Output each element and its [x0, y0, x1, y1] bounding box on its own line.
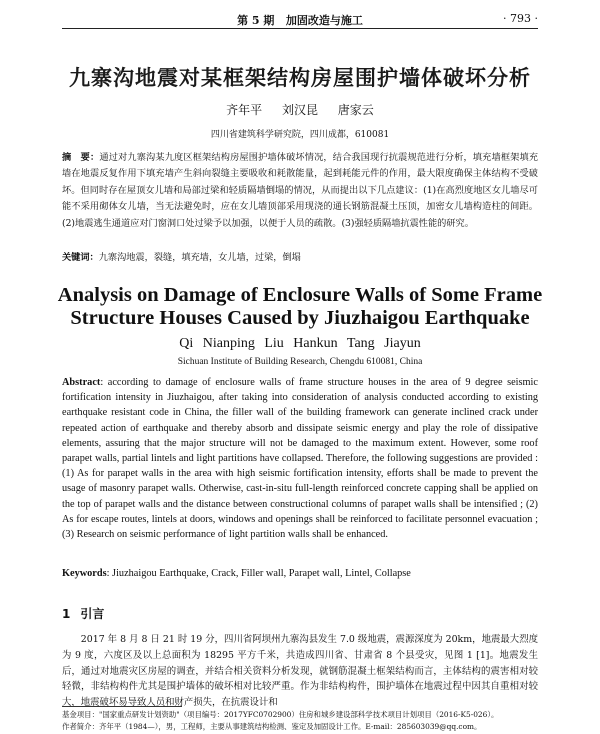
english-title-line-2: Structure Houses Caused by Jiuzhaigou Earthquake: [70, 307, 530, 329]
header-issue: 第 5 期: [237, 14, 275, 27]
english-authors: Qi Nianping Liu Hankun Tang Jiayun: [179, 336, 421, 351]
section-heading: [62, 605, 104, 622]
english-abstract-text: : according to damage of enclosure walls of frame structure houses in the area of 9 degree seismic fortification intensity in Jiuzhaigou, after taking into consideration of analysis conducted according to existing earthquake resistant code in China, the filler wall of the building framework can generate inclined crack under repeated action of earthquake and thereby absorb and dissipate seismic energy and play the role of dissipative elements, assuring that the major structure will not be damaged to the maximum extent. However, some roof parapet walls, partial lintels and light partitions have collapsed. Therefore, the following suggestions are provided : (1) As for parapet walls in the area with high seismic fortification intensity, efforts shall be made to prevent the usage of masonry parapet walls. Otherwise, cast-in-situ full-length reinforced concrete capping shall be applied on the top of parapet walls and the distance between constructional columns of parapet walls shall be intensified ; (2) As for escape routes, lintels at doors, windows and openings shall be reinforced to facilitate personnel evacuation ; (3) Research on seismic performance of light partition walls shall be enhanced.: [62, 377, 538, 541]
english-keywords: [62, 568, 538, 579]
intro-paragraph: 2017 年 8 月 8 日 21 时 19 分，四川省阿坝州九寨沟县发生 7.0 级地震，震源深度为 20km，地震最大烈度为 9 度，六度区及以上总面积为 18295 平方千米，共造成四川省、甘肃省 8 个县受灾，见图 1 [1]。地震发生后，通过对地震灾区房屋的调查，并结合相关资料分析发现，就钢筋混凝土框架结构而言，主体结构的震害相对较轻微，非结构构件尤其是围护墙体的破坏相对比较严重。作为非结构构件，围护墙体在地震过程中因其自重相对较大，地震破坏易导致人员和财产损失，在抗震设计和: [62, 634, 538, 709]
chinese-keywords: [62, 251, 538, 265]
header-page-number: · 793 ·: [503, 12, 538, 25]
footnotes: [62, 709, 538, 732]
english-abstract: [62, 375, 538, 542]
english-keywords-text: : Jiuzhaigou Earthquake, Crack, Filler wall, Parapet wall, Lintel, Collapse: [106, 568, 411, 579]
chinese-abstract: [62, 150, 538, 232]
chinese-keywords-label: 关键词：: [62, 252, 99, 263]
chinese-title: 九寨沟地震对某框架结构房屋围护墙体破坏分析: [69, 65, 531, 90]
header-journal-name: 加固改造与施工: [285, 14, 363, 27]
chinese-keywords-text: 九寨沟地震，裂缝，填充墙，女儿墙，过梁，倒塌: [98, 252, 301, 263]
chinese-affiliation: 四川省建筑科学研究院，四川成都，610081: [210, 130, 390, 140]
english-title: [0, 284, 600, 330]
footnote-fund: 基金项目："国家重点研发计划资助"（项目编号：2017YFC0702900）住房和城乡建设部科学技术项目计划项目（2016-K5-026）。: [62, 710, 499, 719]
section-number: 1: [62, 607, 71, 621]
english-keywords-label: Keywords: [62, 568, 107, 579]
footnote-divider: [62, 706, 182, 707]
section-title: 引言: [80, 607, 105, 621]
english-title-line-1: Analysis on Damage of Enclosure Walls of Some Frame: [57, 284, 543, 306]
running-header: [62, 10, 538, 29]
chinese-authors: 齐年平 刘汉昆 唐家云: [226, 103, 374, 117]
chinese-abstract-label: 摘 要：: [62, 152, 100, 163]
footnote-author: 作者简介：齐年平（1984—），男，工程师，主要从事建筑结构检测、鉴定及加固设计工作。E-mail：285603039@qq.com。: [62, 721, 482, 731]
english-abstract-label: Abstract: [62, 377, 101, 388]
header-journal: [62, 12, 538, 28]
chinese-abstract-text: 通过对九寨沟某九度区框架结构房屋围护墙体破坏情况，结合我国现行抗震规范进行分析，填充墙框架填充墙在地震反复作用下填充墙产生斜向裂缝主要吸收和耗散能量，起到耗能元件的作用，最大限度确保主体结构不受破坏。但同时存在屋顶女儿墙和局部过梁和轻质隔墙倒塌的情况，从而提出以下几点建议：(1)在高烈度地区女儿墙尽可能不采用砌体女儿墙，当无法避免时，应在女儿墙顶部采用现浇的通长钢筋混凝土压顶，加密女儿墙构造柱的间距。(2)地震逃生通道应对门窗洞口处过梁予以加强，以便于人员的疏散。(3)强轻质隔墙抗震性能的研究。: [62, 152, 539, 229]
english-affiliation: Sichuan Institute of Building Research, Chengdu 610081, China: [177, 357, 423, 367]
